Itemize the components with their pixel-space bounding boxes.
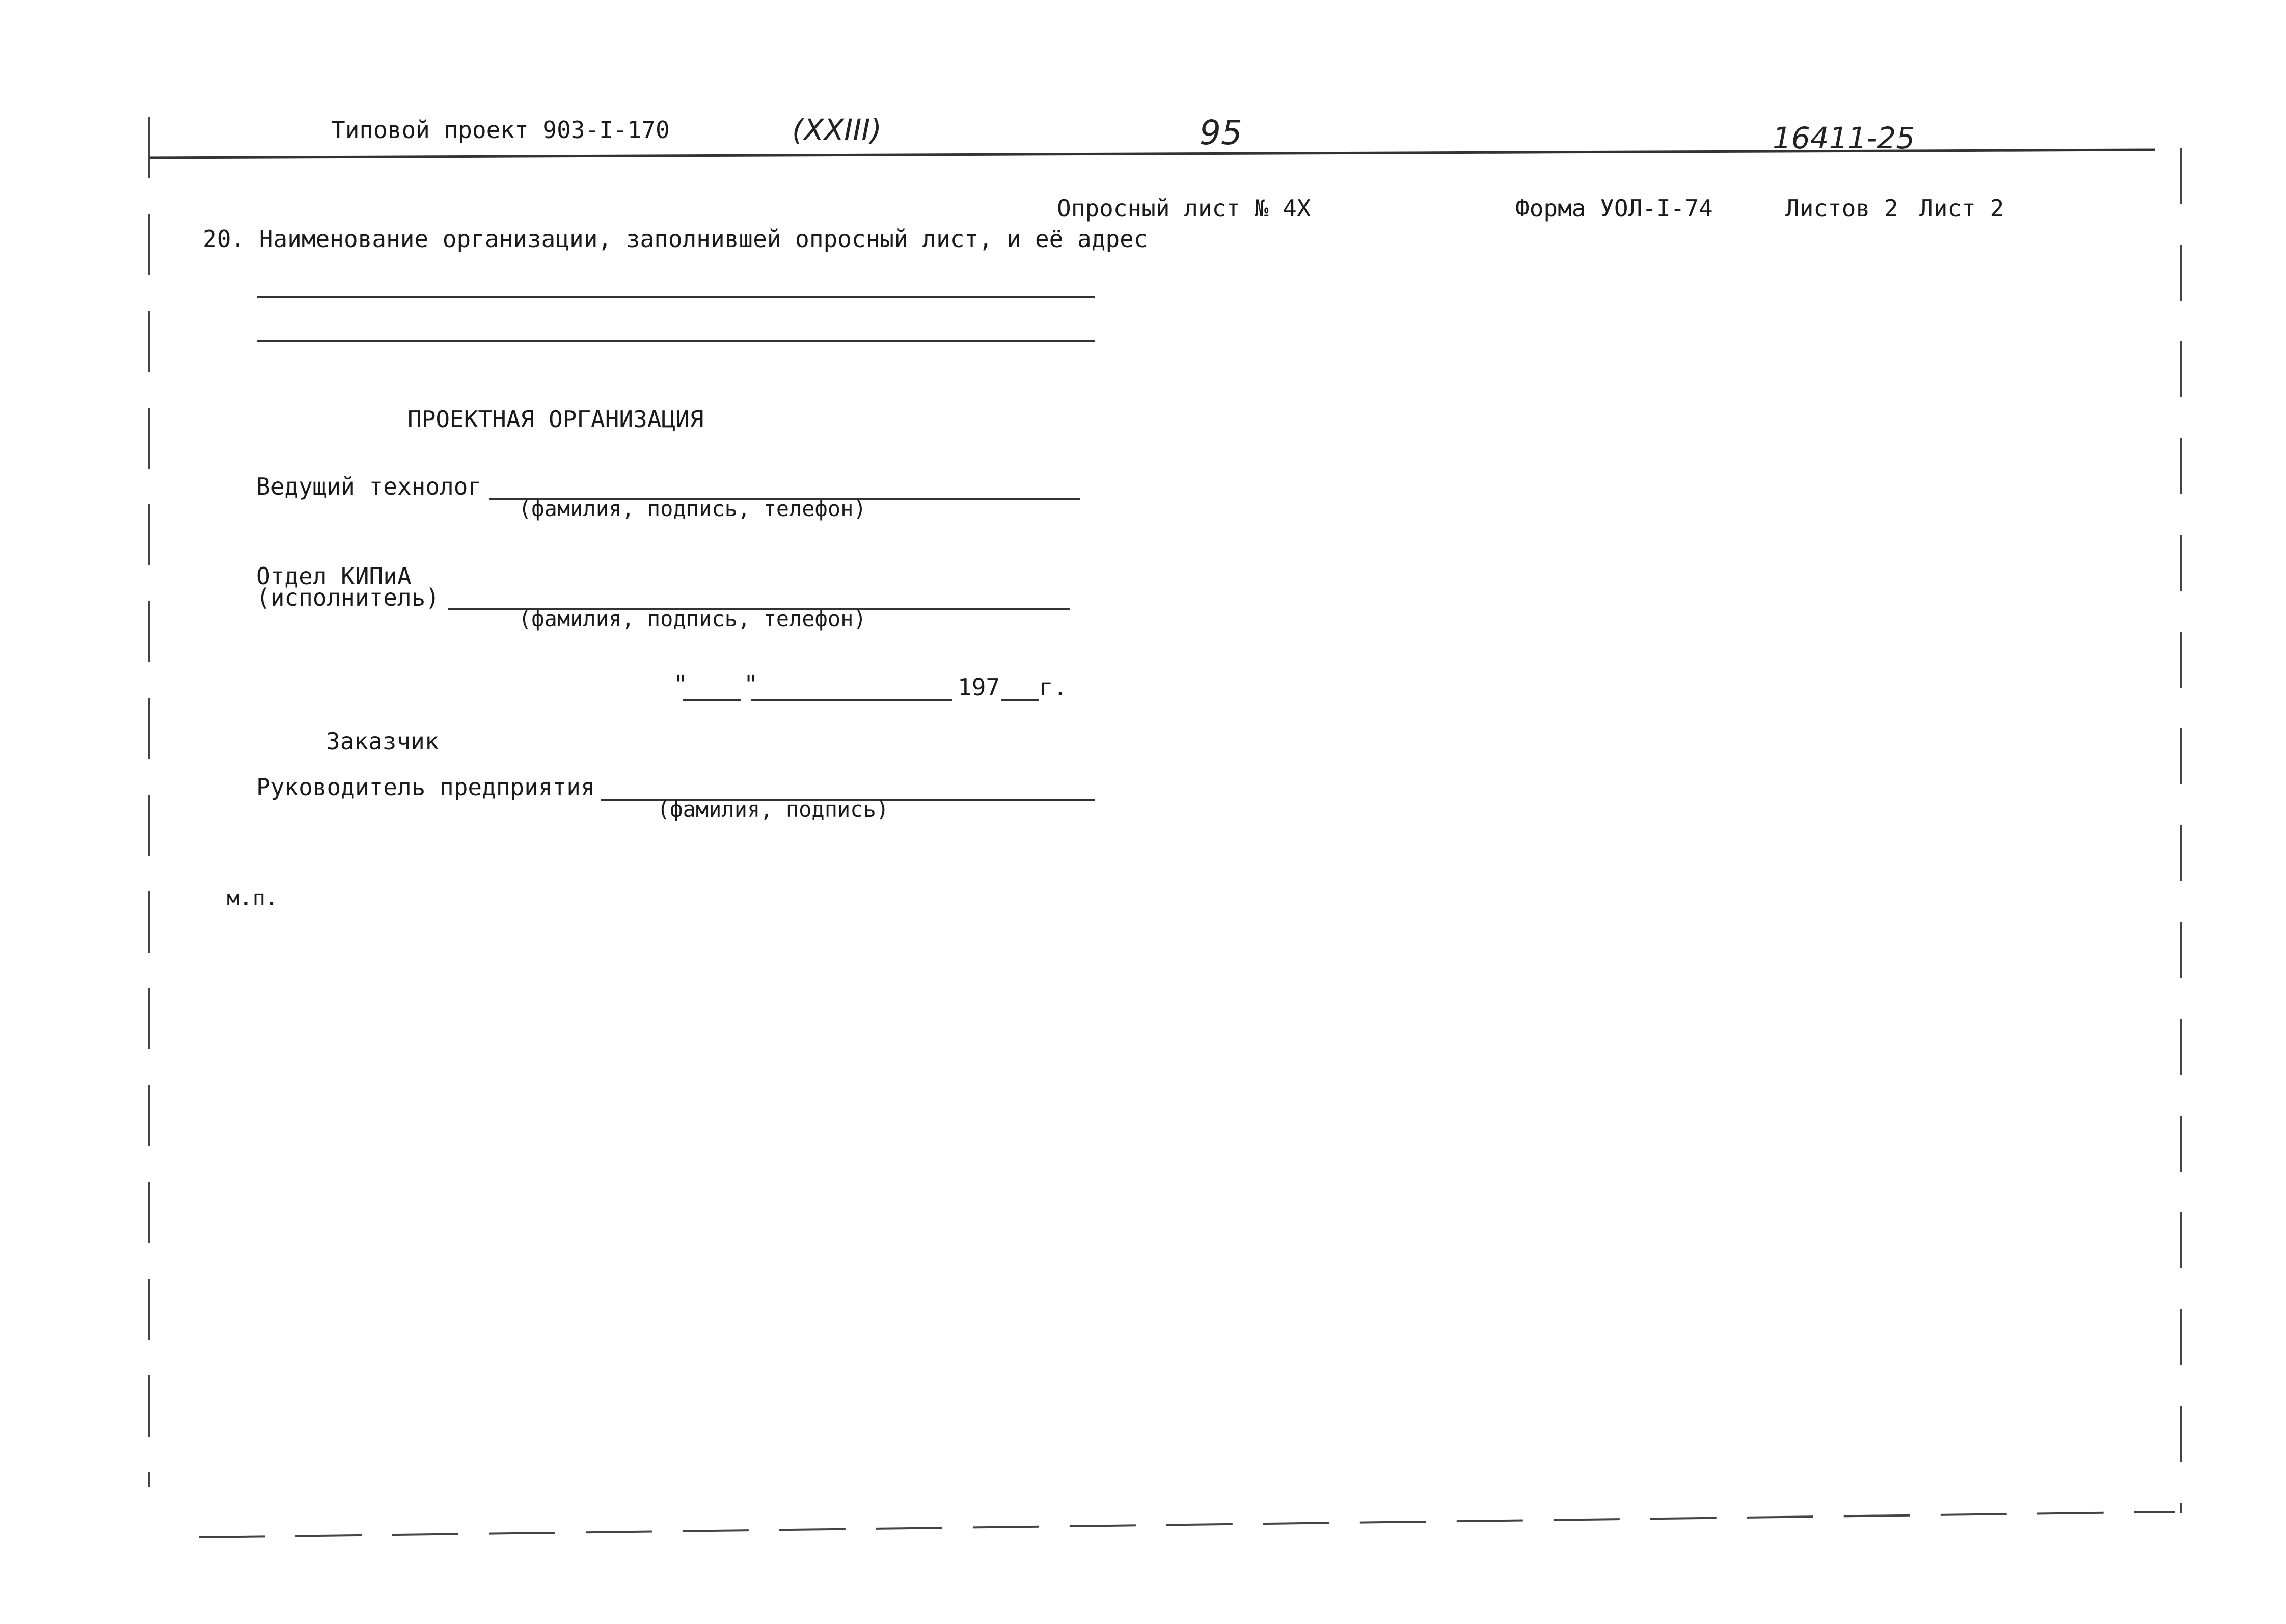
design-org-heading: ПРОЕКТНАЯ ОРГАНИЗАЦИЯ — [407, 405, 704, 433]
kip-label-line1: Отдел КИПиА — [256, 562, 412, 590]
lead-tech-label: Ведущий технолог — [256, 473, 482, 500]
form-code: Форма УОЛ-I-74 — [1515, 195, 1713, 222]
sheet-number: Лист 2 — [1919, 195, 2004, 222]
date-suffix: г. — [1039, 673, 1068, 701]
kip-hint: (фамилия, подпись, телефон) — [519, 606, 866, 631]
date-quote-close: " — [744, 670, 758, 698]
date-year-prefix: 197 — [958, 673, 1000, 701]
archive-number: 16411-25 — [1773, 121, 1915, 155]
questionnaire-number: Опросный лист № 4Х — [1057, 195, 1311, 222]
director-label: Руководитель предприятия — [256, 773, 595, 801]
kip-label-line2: (исполнитель) — [256, 584, 440, 611]
date-quote-open: " — [673, 670, 688, 698]
sheets-total: Листов 2 — [1785, 195, 1898, 222]
stamp-label: м.п. — [227, 885, 279, 910]
bottom-border — [199, 1512, 2175, 1537]
director-hint: (фамилия, подпись) — [657, 797, 889, 822]
customer-heading: Заказчик — [326, 727, 439, 755]
volume-number: (XXIII) — [792, 113, 882, 147]
lead-tech-hint: (фамилия, подпись, телефон) — [519, 496, 866, 521]
page-number: 95 — [1200, 113, 1242, 152]
project-title: Типовой проект 903-I-170 — [331, 116, 670, 144]
item-20-text: 20. Наименование организации, заполнившей опросный лист, и её адрес — [203, 225, 1148, 253]
